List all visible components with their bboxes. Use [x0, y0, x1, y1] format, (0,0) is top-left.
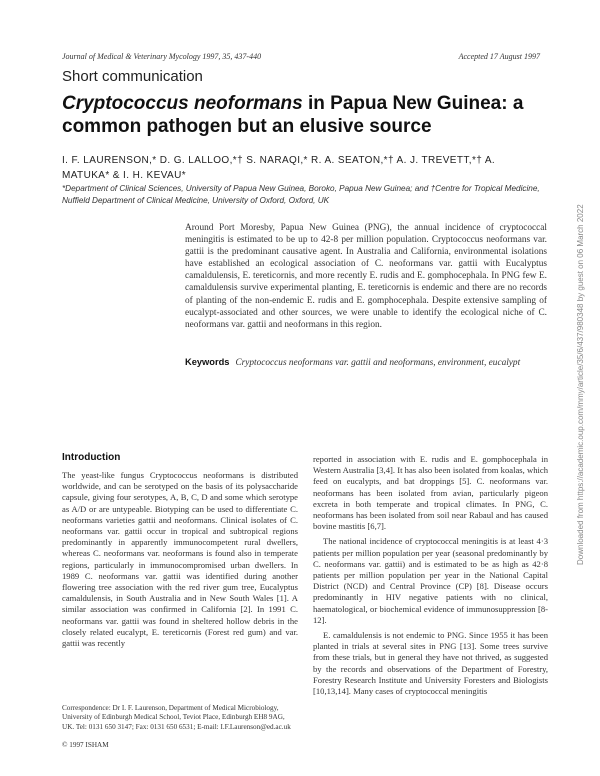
keywords-label: Keywords: [185, 357, 230, 367]
correspondence-note: Correspondence: Dr I. F. Laurenson, Department of Medical Microbiology, University of Edinburgh Medical School, Teviot Place, Edinburgh EH8 9AG, UK. Tel: 0131 650 3147; Fax: 0131 650 6531; E-mail: I.F.Laurenson@ed.ac.uk: [62, 704, 291, 731]
introduction-heading: Introduction: [62, 452, 121, 463]
title-italic-part: Cryptococcus neoformans: [62, 93, 303, 114]
title-rest: in Papua New Guinea: a common pathogen but an elusive source: [62, 93, 524, 137]
keywords: [185, 356, 547, 369]
intro-paragraph-4: E. camaldulensis is not endemic to PNG. Since 1955 it has been planted in trials at several sites in PNG [13]. Some trees survive from these trials, but in general they have not thrived, as suggested by the records and observations of the Department of Forestry, Forestry Research Institute and University Foresters and Biologists [10,13,14]. Many cases of cryptococcal meningitis: [313, 630, 548, 697]
journal-header: Journal of Medical & Veterinary Mycology 1997, 35, 437-440: [62, 52, 262, 61]
intro-paragraph-3: The national incidence of cryptococcal meningitis is at least 4·3 patients per million population per year (seasonal predominantly by C. neoformans var. gattii) and is estimated to be as high as 42·8 patients per million population per year in the National Capital District (NCD) and Central Province (CP) [8]. Disease occurs predominantly in HIV negative patients with no clinical, haematological, or biochemical evidence of immunosuppression [8-12].: [313, 536, 548, 625]
introduction-right-column: [313, 454, 548, 697]
intro-paragraph-2: reported in association with E. rudis and E. gomphocephala in Western Australia [3,4]. It has also been isolated from koalas, which feed on eucalypts, and bat droppings [5]. C. neoformans var. neoformans has been isolated from avian, particularly pigeon excreta in both temperate and tropical climates. In PNG, C. neoformans has been isolated from soil near Rabaul and has caused bovine mastitis [6,7].: [313, 454, 548, 532]
keywords-text: Cryptococcus neoformans var. gattii and neoformans, environment, eucalypt: [235, 358, 521, 368]
author-list: I. F. LAURENSON,* D. G. LALLOO,*† S. NARAQI,* R. A. SEATON,*† A. J. TREVETT,*† A. MATUKA* & I. H. KEVAU*: [62, 155, 496, 181]
section-label: Short communication: [62, 68, 203, 85]
accepted-date: Accepted 17 August 1997: [458, 52, 540, 61]
abstract: Around Port Moresby, Papua New Guinea (PNG), the annual incidence of cryptococcal meningitis is estimated to be up to 42-8 per million population. Cryptococcus neoformans var. gattii is the predominant causative agent. In Australia and California, environmental isolations have established an ecological association of C. neoformans var. gattii with Eucalyptus camaldulensis, E. tereticornis, and more recently E. rudis and E. gomphocephala. In PNG few E. camaldulensis survive experimental planting, E. tereticornis is endemic and there are no records of planting of the non-endemic E. rudis and E. gomphocephala. Despite extensive sampling of eucalypt-associated and other sources, we were unable to identify the ecological niche of C. neoformans var. gattii and neoformans in this region.: [185, 223, 547, 330]
introduction-left-column: [62, 470, 298, 649]
download-watermark: Downloaded from https://academic.oup.com/mmy/article/35/6/437/980348 by guest on 06 March 2022: [576, 204, 585, 565]
intro-paragraph-1: The yeast-like fungus Cryptococcus neoformans is distributed worldwide, and can be serotyped on the basis of its polysaccharide capsule, giving four serotypes, A, B, C, D and some which serotype as A/D or are untypeable. Biotyping can be used to differentiate C. neoformans varieties gattii and neoformans. Clinical isolates of C. neoformans var. gattii occur in tropical and subtropical regions predominantly in apparently immunocompetent rural dwellers, whereas C. neoformans var. neoformans is found also in temperate regions, particularly in immunocompromised urban dwellers. In 1989 C. neoformans var. gattii was identified during another flowering tree association with the red river gum tree, Eucalyptus camaldulensis, in South Australia and in New South Wales [1]. A similar association was confirmed in California [2]. In 1991 C. neoformans var. gattii was found in sheltered hollow debris in the closely related eucalypt, E. tereticornis (Forest red gum) and var. gattii was recently: [62, 470, 298, 649]
article-title: [62, 92, 532, 138]
affiliations: *Department of Clinical Sciences, University of Papua New Guinea, Boroko, Papua New Guinea; and †Centre for Tropical Medicine, Nuffield Department of Clinical Medicine, University of Oxford, Oxford, UK: [62, 184, 540, 205]
copyright-notice: © 1997 ISHAM: [62, 741, 109, 749]
